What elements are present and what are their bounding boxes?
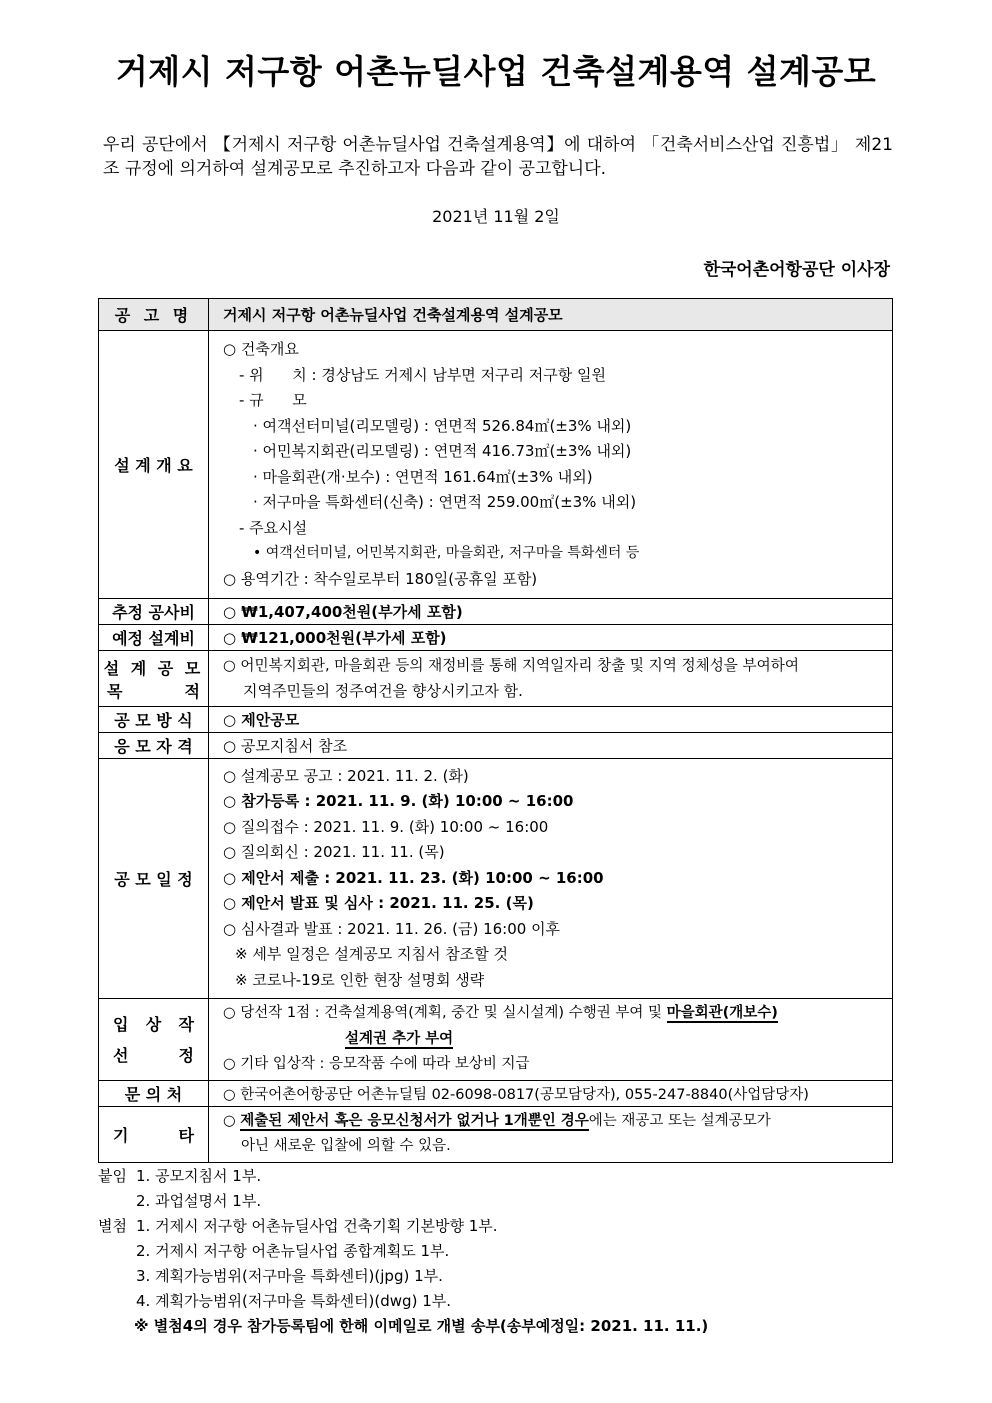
row-label: 공 모 방 식 [99, 707, 209, 733]
row-label: 예정 설계비 [99, 625, 209, 651]
label-line [99, 1012, 208, 1035]
row-label: 추정 공사비 [99, 599, 209, 625]
schedule-item: ○ 제안서 제출 : 2021. 11. 23. (화) 10:00 ~ 16:00 [223, 868, 604, 887]
schedule-item: ○ 질의회신 : 2021. 11. 11. (목) [223, 843, 445, 862]
row-value: ○ ₩121,000천원(부가세 포함) [209, 625, 893, 651]
label-text: 선 [113, 1046, 129, 1066]
row-value: ○ 제안공모 [209, 707, 893, 733]
announcement-table [98, 298, 893, 1163]
label-text: 상 [145, 1015, 162, 1035]
label-text: 입 [113, 1015, 129, 1035]
label-line [99, 679, 208, 702]
list-item: 2. 과업설명서 1부. [136, 1192, 262, 1210]
table-row [99, 651, 893, 707]
row-value [209, 331, 893, 599]
other-highlight: 제출된 제안서 혹은 응모신청서가 없거나 1개뿐인 경우 [240, 1112, 589, 1129]
row-value [209, 759, 893, 999]
issuer: 한국어촌어항공단 이사장 [703, 260, 890, 280]
overview-heading: ○ 건축개요 [223, 340, 299, 358]
other-line: ○ 제출된 제안서 혹은 응모신청서가 없거나 1개뿐인 경우에는 재공고 또는 설계공모가 [223, 1112, 771, 1129]
list-item: · 저구마을 특화센터(신축) : 연면적 259.00㎡(±3% 내외) [253, 493, 637, 511]
attachments-section [98, 1164, 708, 1339]
row-label [99, 1106, 209, 1162]
label-line [99, 1123, 208, 1146]
label-text: 기 [113, 1125, 129, 1145]
table-row [99, 733, 893, 759]
list-item: 2. 거제시 저구항 어촌뉴딜사업 종합계획도 1부. [136, 1242, 450, 1260]
list-item: 3. 계획가능범위(저구마을 특화센터)(jpg) 1부. [136, 1267, 443, 1285]
table-row [99, 759, 893, 999]
other-line: 아닌 새로운 입찰에 의할 수 있음. [241, 1138, 451, 1154]
label-line [99, 1043, 208, 1066]
table-row [99, 707, 893, 733]
schedule-item: ○ 심사결과 발표 : 2021. 11. 26. (금) 16:00 이후 [223, 919, 561, 938]
award-highlight: 마을회관(개보수) [666, 1005, 778, 1021]
attachments-label: 붙임 [98, 1167, 127, 1185]
purpose-line: 지역주민들의 정주여건을 향상시키고자 함. [243, 681, 523, 700]
table-row [99, 331, 893, 599]
overview-scale: - 규 모 [239, 391, 307, 409]
row-value [209, 651, 893, 707]
row-label: 응 모 자 격 [99, 733, 209, 759]
label-text: 목 [107, 681, 123, 701]
row-label: 설 계 개 요 [99, 331, 209, 599]
award-text: ○ 당선작 1점 : 건축설계용역(계획, 중간 및 실시설계) 수행권 부여 및 [223, 1005, 667, 1021]
row-label [99, 299, 209, 331]
row-value: ○ ₩1,407,400천원(부가세 포함) [209, 599, 893, 625]
label-text: 타 [178, 1125, 194, 1145]
list-item [98, 1164, 708, 1189]
attachment-item: 1. 공모지침서 1부. [136, 1167, 262, 1185]
row-value: ○ 한국어촌어항공단 어촌뉴딜팀 02-6098-0817(공모담당자), 055-247-8840(사업담당자) [209, 1080, 893, 1106]
list-item: · 마을회관(개·보수) : 연면적 161.64㎡(±3% 내외) [253, 467, 593, 486]
page-title: 거제시 저구항 어촌뉴딜사업 건축설계용역 설계공모 [115, 52, 877, 91]
overview-facilities: - 주요시설 [239, 518, 308, 537]
row-value: ○ 공모지침서 참조 [209, 733, 893, 759]
appendix-note: ※ 별첨4의 경우 참가등록팀에 한해 이메일로 개별 송부(송부예정일: 2021. 11. 11.) [134, 1317, 709, 1335]
award-highlight: 설계권 추가 부여 [345, 1030, 454, 1047]
list-item: · 여객선터미널(리모델링) : 연면적 526.84㎡(±3% 내외) [253, 416, 632, 435]
row-label [99, 999, 209, 1081]
facilities-list: • 여객선터미널, 어민복지회관, 마을회관, 저구마을 특화센터 등 [253, 545, 640, 561]
award-line [223, 1027, 892, 1053]
row-value: 거제시 저구항 어촌뉴딜사업 건축설계용역 설계공모 [209, 299, 893, 331]
schedule-note: ※ 코로나-19로 인한 현장 설명회 생략 [235, 970, 485, 989]
label-text: 정 [178, 1046, 194, 1066]
award-line [223, 1001, 892, 1027]
row-label: 문 의 처 [99, 1080, 209, 1106]
purpose-line: ○ 어민복지회관, 마을회관 등의 재정비를 통해 지역일자리 창출 및 지역 정체성을 부여하여 [223, 657, 799, 674]
label-text: 적 [184, 681, 200, 701]
list-item: · 어민복지회관(리모델링) : 연면적 416.73㎡(±3% 내외) [253, 442, 632, 460]
service-period: ○ 용역기간 : 착수일로부터 180일(공휴일 포함) [223, 569, 538, 588]
row-label: 공 모 일 정 [99, 759, 209, 999]
row-value [209, 999, 893, 1081]
row-value [209, 1106, 893, 1162]
announcement-date: 2021년 11월 2일 [432, 207, 560, 226]
schedule-item: ○ 질의접수 : 2021. 11. 9. (화) 10:00 ~ 16:00 [223, 817, 549, 836]
label-text: 공 고 명 [114, 306, 193, 325]
table-row [99, 299, 893, 331]
list-item: 4. 계획가능범위(저구마을 특화센터)(dwg) 1부. [136, 1292, 451, 1310]
schedule-item: ○ 제안서 발표 및 심사 : 2021. 11. 25. (목) [223, 894, 534, 913]
schedule-item: ○ 참가등록 : 2021. 11. 9. (화) 10:00 ~ 16:00 [223, 792, 574, 811]
other-text: 에는 재공고 또는 설계공모가 [588, 1112, 771, 1129]
schedule-note: ※ 세부 일정은 설계공모 지침서 참조할 것 [235, 945, 509, 964]
overview-location: - 위 치 : 경상남도 거제시 남부면 저구리 저구항 일원 [239, 365, 607, 384]
table-row [99, 599, 893, 625]
schedule-item: ○ 설계공모 공고 : 2021. 11. 2. (화) [223, 766, 469, 785]
row-label [99, 651, 209, 707]
appendix-label: 별첨 [98, 1217, 127, 1235]
intro-paragraph: 우리 공단에서 【거제시 저구항 어촌뉴딜사업 건축설계용역】에 대하여 「건축서비스산업 진흥법」 제21조 규정에 의거하여 설계공모로 추진하고자 다음과 같이 공고합니다. [103, 135, 893, 179]
table-row [99, 1106, 893, 1162]
award-line: ○ 기타 입상작 : 응모작품 수에 따라 보상비 지급 [223, 1056, 530, 1072]
label-text: 작 [178, 1015, 194, 1035]
label-line: 설 계 공 모 [103, 658, 204, 678]
table-row [99, 1080, 893, 1106]
table-row [99, 625, 893, 651]
table-row [99, 999, 893, 1081]
appendix-item: 1. 거제시 저구항 어촌뉴딜사업 건축기획 기본방향 1부. [136, 1217, 498, 1235]
list-item [98, 1214, 708, 1239]
